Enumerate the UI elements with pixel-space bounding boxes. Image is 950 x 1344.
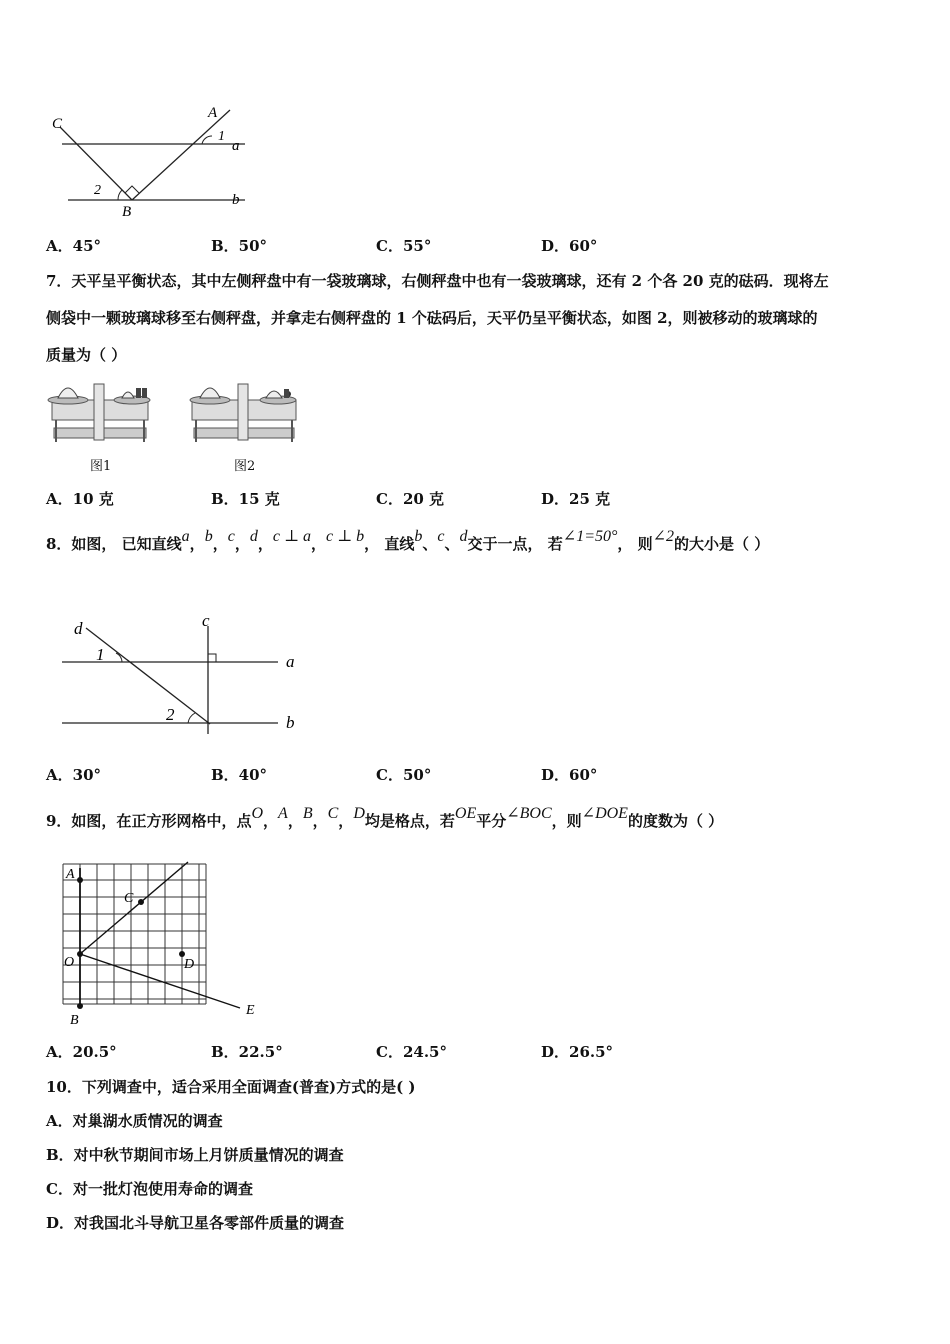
q7-caption-2: 图2 [234, 459, 256, 474]
q8-label-a: a [286, 652, 295, 671]
q8-math-line-b: b [414, 528, 423, 545]
q8-stem-suffix: 的大小是（ ） [674, 535, 770, 553]
q7-option-b[interactable]: B．15 克 [211, 490, 280, 508]
q8-label-angle-1: 1 [96, 645, 105, 664]
q9-label-a: A [66, 867, 75, 882]
q6-option-d[interactable]: D．60° [541, 237, 598, 255]
q6-option-a[interactable]: A．45° [46, 237, 102, 255]
q8-math-c: c [227, 528, 235, 545]
q9-stem-prefix: 9．如图，在正方形网格中，点 [46, 812, 252, 830]
q8-option-c[interactable]: C．50° [376, 766, 432, 784]
q10-option-d[interactable]: D．对我国北斗导航卫星各零部件质量的调查 [46, 1214, 345, 1232]
q8-label-b: b [286, 713, 295, 732]
q10-option-b[interactable]: B．对中秋节期间市场上月饼质量情况的调查 [46, 1146, 344, 1164]
q6-label-angle-1: 1 [218, 129, 225, 144]
q9-stem-suffix: 的度数为（ ） [627, 812, 724, 830]
q9-label-o: O [64, 955, 75, 970]
q8-math-c-perp-a: c ⊥ a [272, 528, 311, 545]
q8-option-a[interactable]: A．30° [46, 766, 102, 784]
q7-caption-1: 图1 [90, 459, 112, 474]
q8-label-c: c [202, 612, 210, 630]
q7-option-c[interactable]: C．20 克 [376, 490, 445, 508]
q8-math-angle2: ∠2 [652, 528, 675, 545]
q8-figure [60, 612, 310, 737]
q8-label-angle-2: 2 [166, 705, 175, 724]
q7-balance-figure-1 [44, 376, 154, 448]
q7-option-a[interactable]: A．10 克 [46, 490, 114, 508]
q8-option-d[interactable]: D．60° [541, 766, 598, 784]
q6-label-line-b: b [232, 192, 240, 208]
q8-math-b: b [204, 528, 213, 545]
q6-option-c[interactable]: C．55° [376, 237, 432, 255]
q6-option-b[interactable]: B．50° [211, 237, 268, 255]
q10-stem: 10．下列调查中，适合采用全面调查(普查)方式的是( ) [46, 1078, 416, 1096]
q8-math-a: a [181, 528, 190, 545]
q7-stem-line-2: 侧袋中一颗玻璃球移至右侧秤盘，并拿走右侧秤盘的 1 个砝码后，天平仍呈平衡状态，如图 2，则被移动的玻璃球的 [46, 309, 818, 327]
q6-label-angle-2: 2 [94, 183, 101, 198]
q6-label-c: C [52, 116, 63, 132]
q8-math-line-c: c [437, 528, 445, 545]
q9-option-b[interactable]: B．22.5° [211, 1043, 283, 1061]
q6-label-a-point: A [208, 105, 218, 121]
q8-label-d: d [74, 619, 83, 638]
q9-label-e: E [246, 1003, 255, 1018]
q8-stem: 8．如图， 已知直线a，b，c，d，c ⊥ a，c ⊥ b， 直线b、c、d交于一点， 若∠1=50°， 则∠2的大小是（ ） [46, 528, 770, 553]
q10-option-c[interactable]: C．对一批灯泡使用寿命的调查 [46, 1180, 253, 1198]
q7-option-d[interactable]: D．25 克 [541, 490, 611, 508]
q9-label-c: C [124, 891, 134, 906]
q9-math-a: A [278, 805, 288, 822]
q8-math-d: d [249, 528, 258, 545]
q9-figure [58, 858, 268, 1028]
q6-label-b-point: B [122, 204, 132, 220]
q9-option-c[interactable]: C．24.5° [376, 1043, 447, 1061]
q9-label-b: B [70, 1013, 79, 1028]
q9-math-c: C [327, 805, 339, 822]
q10-option-a[interactable]: A．对巢湖水质情况的调查 [46, 1112, 223, 1130]
q9-option-a[interactable]: A．20.5° [46, 1043, 117, 1061]
q9-math-d: D [353, 805, 365, 822]
q6-label-line-a: a [232, 138, 240, 154]
q8-stem-prefix: 8．如图， 已知直线 [46, 535, 182, 553]
q9-math-angle-doe: ∠DOE [581, 805, 628, 822]
q9-math-angle-boc: ∠BOC [506, 805, 552, 822]
q7-balance-figure-2 [184, 376, 304, 448]
q7-stem-line-1: 7．天平呈平衡状态，其中左侧秤盘中有一袋玻璃球，右侧秤盘中也有一袋玻璃球，还有 2 个各 20 克的砝码．现将左 [46, 272, 829, 290]
q6-figure [40, 100, 260, 225]
q9-math-oe: OE [454, 805, 477, 822]
q8-math-angle1: ∠1=50° [562, 528, 618, 545]
q9-label-d: D [184, 957, 195, 972]
q9-math-b: B [302, 805, 313, 822]
q8-option-b[interactable]: B．40° [211, 766, 268, 784]
q9-stem: 9．如图，在正方形网格中，点O，A，B，C，D均是格点，若OE平分∠BOC，则∠DOE的度数为（ ） [46, 805, 724, 830]
q9-option-d[interactable]: D．26.5° [541, 1043, 614, 1061]
q8-math-c-perp-b: c ⊥ b [326, 528, 365, 545]
q8-math-line-d: d [459, 528, 468, 545]
q7-stem-line-3: 质量为（ ） [46, 346, 127, 364]
q9-math-o: O [251, 805, 264, 822]
